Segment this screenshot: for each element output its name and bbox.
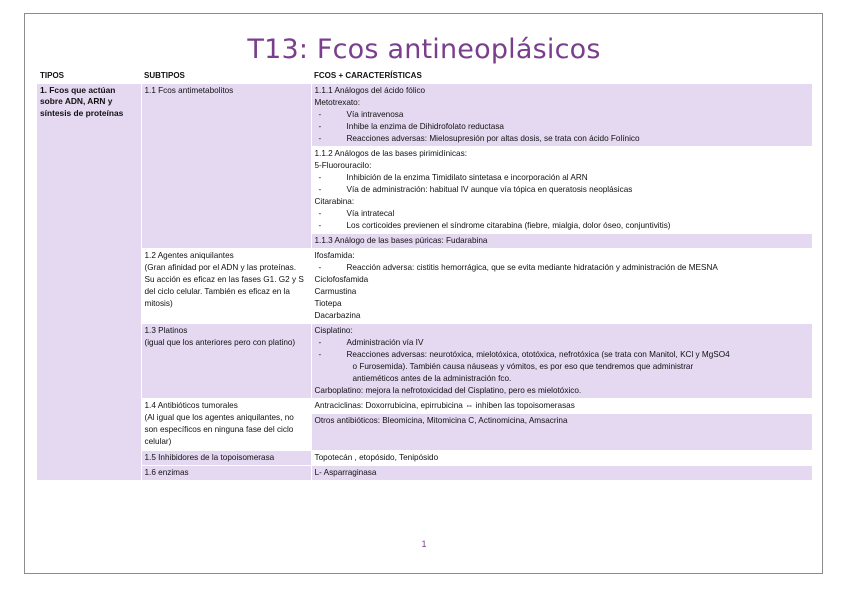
subtipo-cell: 1.4 Antibióticos tumorales (Al igual que los agentes aniquilantes, no son específicos en ninguna fase del ciclo celular) xyxy=(141,399,311,451)
header-subtipos: SUBTIPOS xyxy=(141,70,311,84)
caracteristicas-cell: 1.1.3 Análogo de las bases púricas: Fudarabina xyxy=(311,234,812,249)
caracteristicas-cell: Antraciclinas: Doxorrubicina, epirrubicina ⇔ inhiben las topoisomerasas xyxy=(311,399,812,414)
subtipo-cell: 1.3 Platinos (igual que los anteriores pero con platino) xyxy=(141,324,311,399)
subtipo-cell: 1.1 Fcos antimetabolitos xyxy=(141,84,311,249)
caracteristicas-cell: Otros antibióticos: Bleomicina, Mitomicina C, Actinomicina, Amsacrina xyxy=(311,414,812,451)
table-row xyxy=(37,466,812,481)
caracteristicas-cell: L- Asparraginasa xyxy=(311,466,812,481)
table-row xyxy=(37,324,812,399)
table-row xyxy=(37,249,812,324)
page-title: T13: Fcos antineoplásicos xyxy=(247,34,601,65)
subtipo-cell: 1.5 Inhibidores de la topoisomerasa xyxy=(141,451,311,466)
caracteristicas-cell: 1.1.1 Análogos del ácido fólico Metotrexato: - Vía intravenosa - Inhibe la enzima de Dihidrofolato reductasa - Reacciones adversas: Mielosupresión por altas dosis, se trata con ácido Folínico xyxy=(311,84,812,147)
subtipo-cell: 1.6 enzimas xyxy=(141,466,311,481)
table-row xyxy=(37,84,812,147)
page-number: 1 xyxy=(421,539,427,549)
tipo-cell: 1. Fcos que actúan sobre ADN, ARN y síntesis de proteínas xyxy=(37,84,141,481)
header-fcos: FCOS + CARACTERÍSTICAS xyxy=(311,70,812,84)
table-row xyxy=(37,399,812,414)
subtipo-cell: 1.2 Agentes aniquilantes (Gran afinidad por el ADN y las proteínas. Su acción es eficaz en las fases G1. G2 y S del ciclo celular. También es eficaz en la mitosis) xyxy=(141,249,311,324)
caracteristicas-cell: Topotecán , etopósido, Tenipósido xyxy=(311,451,812,466)
caracteristicas-cell: 1.1.2 Análogos de las bases pirimidínicas: 5-Fluorouracilo: - Inhibición de la enzima Timidilato sintetasa e incorporación al ARN - Vía de administración: habitual IV aunque vía tópica en queratosis neoplásicas Citarabina: - Vía intratecal - Los corticoides previenen el síndrome citarabina (fiebre, mialgia, dolor óseo, conjuntivitis) xyxy=(311,147,812,234)
header-tipos: TIPOS xyxy=(37,70,141,84)
table-header-row xyxy=(37,70,812,84)
caracteristicas-cell: Ifosfamida: - Reacción adversa: cistitis hemorrágica, que se evita mediante hidratación y administración de MESNA Ciclofosfamida Carmustina Tiotepa Dacarbazina xyxy=(311,249,812,324)
caracteristicas-cell: Cisplatino: - Administración vía IV - Reacciones adversas: neurotóxica, mielotóxica, ototóxica, nefrotóxica (se trata con Manitol, KCl y MgSO4 o Furosemida). También causa náuseas y vómitos, es por eso que tendremos que administrar antieméticos antes de la administración fco. Carboplatino: mejora la nefrotoxicidad del Cisplatino, pero es mielotóxico. xyxy=(311,324,812,399)
drug-table xyxy=(37,70,812,480)
table-row xyxy=(37,451,812,466)
